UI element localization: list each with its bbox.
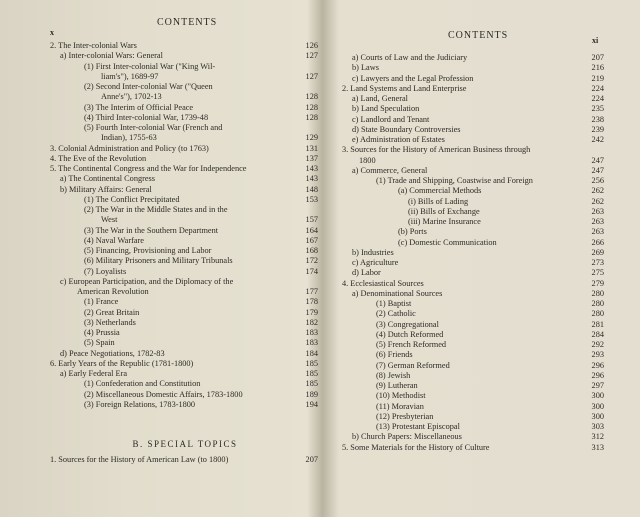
contents-entry — [50, 318, 318, 328]
entry-text: 4. The Eve of the Revolution — [50, 153, 147, 163]
entry-text: (4) Prussia — [84, 328, 120, 337]
entry-text: (ii) Bills of Exchange — [408, 206, 480, 216]
entry-text: (5) Financing, Provisioning and Labor — [84, 246, 212, 255]
entry-page: 185 — [305, 358, 318, 368]
contents-entry — [342, 248, 604, 258]
contents-list — [342, 53, 604, 453]
entry-page: 183 — [305, 338, 318, 348]
entry-text: (8) Jewish — [376, 370, 411, 380]
contents-entry — [50, 455, 318, 465]
contents-entry — [342, 391, 604, 401]
entry-page: 275 — [591, 268, 604, 278]
entry-text: c) European Participation, and the Diplomacy of the — [60, 276, 234, 286]
entry-page: 131 — [305, 143, 318, 153]
page-number: x — [50, 28, 54, 37]
entry-text: (13) Protestant Episcopal — [376, 422, 460, 431]
entry-page: 239 — [591, 124, 604, 134]
entry-text: (6) Military Prisoners and Military Tribunals — [84, 256, 233, 266]
entry-page: 129 — [305, 133, 318, 143]
entry-page: 148 — [305, 184, 318, 194]
contents-entry — [50, 113, 318, 123]
entry-page: 284 — [591, 329, 604, 339]
entry-page: 238 — [591, 114, 604, 124]
entry-page: 219 — [591, 73, 604, 83]
contents-entry — [342, 340, 604, 350]
entry-text: 6. Early Years of the Republic (1781-1800) — [50, 358, 194, 368]
contents-entry — [342, 53, 604, 63]
entry-text: d) State Boundary Controversies — [352, 124, 461, 134]
entry-page: 127 — [305, 71, 318, 81]
entry-page: 137 — [305, 153, 318, 163]
contents-entry — [342, 197, 604, 207]
contents-entry — [342, 125, 604, 135]
contents-entry — [342, 227, 604, 237]
contents-entry — [50, 308, 318, 318]
contents-entry — [50, 379, 318, 389]
entry-text: 3. Sources for the History of American Business through — [342, 145, 531, 155]
contents-entry — [50, 338, 318, 348]
entry-page: 224 — [591, 83, 604, 93]
contents-entry — [50, 185, 318, 195]
entry-text: (iii) Marine Insurance — [408, 217, 481, 226]
entry-text: 3. Colonial Administration and Policy (to 1763) — [50, 143, 209, 153]
contents-entry — [50, 154, 318, 164]
contents-entry — [342, 361, 604, 371]
contents-entry — [342, 186, 604, 196]
contents-entry — [50, 144, 318, 154]
entry-page: 262 — [591, 196, 604, 206]
entry-text: (5) Spain — [84, 338, 115, 348]
contents-entry — [50, 103, 318, 113]
entry-text: a) Courts of Law and the Judiciary — [352, 53, 468, 62]
entry-page: 247 — [591, 155, 604, 165]
contents-entry — [50, 174, 318, 184]
contents-entry — [50, 390, 318, 400]
contents-entry — [342, 115, 604, 125]
entry-text: (11) Moravian — [376, 401, 424, 411]
entry-page: 263 — [591, 206, 604, 216]
contents-entry — [342, 258, 604, 268]
entry-text: (1) The Conflict Precipitated — [84, 194, 180, 204]
entry-page: 281 — [591, 319, 604, 329]
entry-text: (1) Trade and Shipping, Coastwise and Foreign — [376, 176, 533, 185]
contents-entry — [50, 236, 318, 246]
entry-page: 185 — [305, 369, 318, 378]
contents-entry — [50, 226, 318, 236]
entry-text: e) Administration of Estates — [352, 135, 445, 144]
entry-page: 153 — [305, 194, 318, 204]
entry-text: 5. The Continental Congress and the War for Independence — [50, 164, 247, 173]
entry-page: 127 — [305, 51, 318, 61]
entry-text: (7) Loyalists — [84, 266, 127, 276]
contents-entry — [342, 309, 604, 319]
contents-entry — [342, 422, 604, 432]
entry-page: 179 — [305, 307, 318, 317]
entry-page: 300 — [591, 411, 604, 421]
contents-entry — [50, 349, 318, 359]
entry-text-continued: 1800 — [359, 155, 376, 165]
entry-text: (2) Catholic — [376, 309, 416, 319]
entry-page: 189 — [305, 389, 318, 399]
entry-text: (9) Lutheran — [376, 381, 418, 390]
entry-page: 297 — [591, 381, 604, 390]
entry-text: (2) Miscellaneous Domestic Affairs, 1783-1800 — [84, 389, 243, 399]
entry-page: 312 — [591, 432, 604, 442]
entry-page: 178 — [305, 297, 318, 307]
entry-text: d) Labor — [352, 268, 381, 278]
entry-text: (2) Great Britain — [84, 307, 140, 317]
entry-page: 256 — [591, 176, 604, 185]
entry-text: a) Early Federal Era — [60, 369, 128, 378]
entry-page: 172 — [305, 256, 318, 266]
entry-page: 184 — [305, 348, 318, 358]
entry-page: 128 — [305, 102, 318, 112]
entry-text: (a) Commercial Methods — [398, 186, 482, 196]
contents-entry — [50, 400, 318, 410]
entry-text-continued: Indian), 1755-63 — [101, 133, 157, 143]
contents-entry — [50, 195, 318, 205]
contents-entry — [342, 74, 604, 84]
entry-page: 143 — [305, 164, 318, 173]
entry-page: 128 — [305, 112, 318, 122]
entry-text: a) Inter-colonial Wars: General — [60, 51, 163, 61]
entry-text: (c) Domestic Communication — [398, 237, 497, 247]
contents-entry — [50, 62, 318, 83]
contents-entry — [50, 328, 318, 338]
entry-text: (1) First Inter-colonial War ("King Wil- — [84, 61, 216, 71]
page-header: CONTENTS — [448, 30, 509, 41]
entry-text-continued: American Revolution — [77, 287, 149, 296]
entry-page: 174 — [305, 266, 318, 276]
entry-text: (1) Baptist — [376, 299, 412, 308]
entry-page: 183 — [305, 328, 318, 337]
entry-page: 164 — [305, 225, 318, 235]
entry-text: c) Landlord and Tenant — [352, 114, 430, 124]
contents-entry — [342, 94, 604, 104]
page-number: xi — [592, 36, 599, 45]
contents-entry — [342, 371, 604, 381]
entry-text: (4) Dutch Reformed — [376, 329, 444, 339]
contents-list — [50, 41, 318, 410]
entry-text: (5) Fourth Inter-colonial War (French and — [84, 123, 223, 132]
entry-page: 303 — [591, 422, 604, 431]
contents-entry — [342, 320, 604, 330]
contents-entry — [342, 63, 604, 73]
entry-text: 4. Ecclesiastical Sources — [342, 278, 424, 288]
entry-page: 280 — [591, 299, 604, 308]
entry-text-continued: Anne's"), 1702-13 — [101, 92, 162, 102]
entry-page: 280 — [591, 309, 604, 319]
entry-page: 292 — [591, 340, 604, 349]
entry-text: c) Lawyers and the Legal Profession — [352, 73, 474, 83]
entry-text-continued: liam's"), 1689-97 — [101, 71, 159, 81]
entry-page: 235 — [591, 104, 604, 114]
contents-entry — [50, 123, 318, 144]
section-heading: B. SPECIAL TOPICS — [132, 439, 238, 449]
entry-page: 128 — [305, 92, 318, 102]
entry-text: (5) French Reformed — [376, 340, 447, 349]
contents-entry — [342, 104, 604, 114]
contents-entry — [50, 51, 318, 61]
contents-entry — [342, 166, 604, 176]
entry-text: 2. The Inter-colonial Wars — [50, 41, 137, 50]
page-header: CONTENTS — [157, 17, 218, 28]
entry-page: 224 — [591, 94, 604, 103]
entry-text: b) Land Speculation — [352, 104, 420, 114]
entry-text: b) Industries — [352, 247, 394, 257]
entry-text: (6) Friends — [376, 350, 413, 360]
entry-text: (3) Foreign Relations, 1783-1800 — [84, 399, 196, 409]
entry-text: (i) Bills of Lading — [408, 196, 469, 206]
entry-page: 167 — [305, 235, 318, 245]
entry-text: a) Commerce, General — [352, 165, 428, 175]
entry-text: (10) Methodist — [376, 391, 426, 401]
entry-page: 157 — [305, 215, 318, 225]
entry-page: 279 — [591, 278, 604, 288]
entry-text: b) Military Affairs: General — [60, 184, 152, 194]
entry-text: a) Land, General — [352, 94, 408, 103]
entry-text: (7) German Reformed — [376, 360, 450, 370]
entry-text: (2) Second Inter-colonial War ("Queen — [84, 82, 213, 91]
contents-entry — [50, 164, 318, 174]
contents-entry — [342, 402, 604, 412]
entry-page: 263 — [591, 227, 604, 237]
contents-entry — [342, 381, 604, 391]
entry-text: a) The Continental Congress — [60, 174, 156, 184]
contents-entry — [50, 297, 318, 307]
contents-entry — [342, 350, 604, 360]
entry-page: 143 — [305, 174, 318, 184]
contents-entry — [50, 82, 318, 103]
entry-text: b) Laws — [352, 63, 379, 73]
entry-page: 207 — [305, 455, 318, 464]
entry-text-continued: West — [101, 215, 118, 225]
entry-page: 177 — [305, 287, 318, 296]
entry-text: 2. Land Systems and Land Enterprise — [342, 83, 467, 93]
contents-entry — [50, 359, 318, 369]
contents-entry — [342, 443, 604, 453]
entry-page: 216 — [591, 63, 604, 73]
entry-page: 273 — [591, 258, 604, 267]
entry-page: 296 — [591, 370, 604, 380]
entry-page: 280 — [591, 288, 604, 298]
entry-page: 182 — [305, 317, 318, 327]
contents-entry — [50, 267, 318, 277]
entry-page: 266 — [591, 237, 604, 247]
entry-text: c) Agriculture — [352, 258, 399, 267]
contents-entry — [342, 279, 604, 289]
contents-entry — [342, 135, 604, 145]
entry-text: d) Peace Negotiations, 1782-83 — [60, 348, 165, 358]
entry-page: 293 — [591, 350, 604, 360]
entry-page: 300 — [591, 401, 604, 411]
entry-text: (12) Presbyterian — [376, 411, 434, 421]
entry-page: 263 — [591, 217, 604, 226]
entry-text: b) Church Papers: Miscellaneous — [352, 432, 462, 442]
entry-page: 207 — [591, 53, 604, 62]
contents-entry — [342, 330, 604, 340]
entry-page: 247 — [591, 165, 604, 175]
contents-entry — [342, 84, 604, 94]
contents-entry — [342, 412, 604, 422]
entry-text: (1) Confederation and Constitution — [84, 379, 201, 389]
contents-entry — [342, 238, 604, 248]
entry-text: (4) Third Inter-colonial War, 1739-48 — [84, 112, 209, 122]
contents-entry — [50, 41, 318, 51]
entry-page: 126 — [305, 41, 318, 50]
entry-text: (4) Naval Warfare — [84, 235, 144, 245]
entry-text: (2) The War in the Middle States and in the — [84, 205, 228, 214]
entry-page: 313 — [591, 442, 604, 452]
contents-entry — [342, 176, 604, 186]
contents-entry — [50, 369, 318, 379]
contents-entry — [342, 207, 604, 217]
contents-entry — [50, 256, 318, 266]
contents-entry — [342, 217, 604, 227]
entry-text: a) Denominational Sources — [352, 288, 443, 298]
entry-page: 262 — [591, 186, 604, 196]
entry-page: 242 — [591, 135, 604, 144]
entry-text: (3) Congregational — [376, 319, 439, 329]
entry-page: 185 — [305, 379, 318, 389]
contents-entry — [50, 205, 318, 226]
contents-entry — [342, 145, 604, 166]
entry-text: 1. Sources for the History of American Law (to 1800) — [50, 455, 229, 464]
contents-entry — [342, 289, 604, 299]
entry-text: 5. Some Materials for the History of Culture — [342, 442, 490, 452]
entry-page: 168 — [305, 246, 318, 255]
entry-text: (3) The War in the Southern Department — [84, 225, 219, 235]
contents-entry — [50, 246, 318, 256]
entry-text: (1) France — [84, 297, 119, 307]
contents-entry — [342, 268, 604, 278]
contents-entry — [50, 277, 318, 298]
entry-page: 269 — [591, 247, 604, 257]
entry-page: 194 — [305, 399, 318, 409]
entry-page: 300 — [591, 391, 604, 401]
contents-entry — [342, 432, 604, 442]
entry-text: (b) Ports — [398, 227, 427, 237]
entry-page: 296 — [591, 360, 604, 370]
entry-text: (3) Netherlands — [84, 317, 136, 327]
contents-entry — [342, 299, 604, 309]
entry-text: (3) The Interim of Official Peace — [84, 102, 194, 112]
